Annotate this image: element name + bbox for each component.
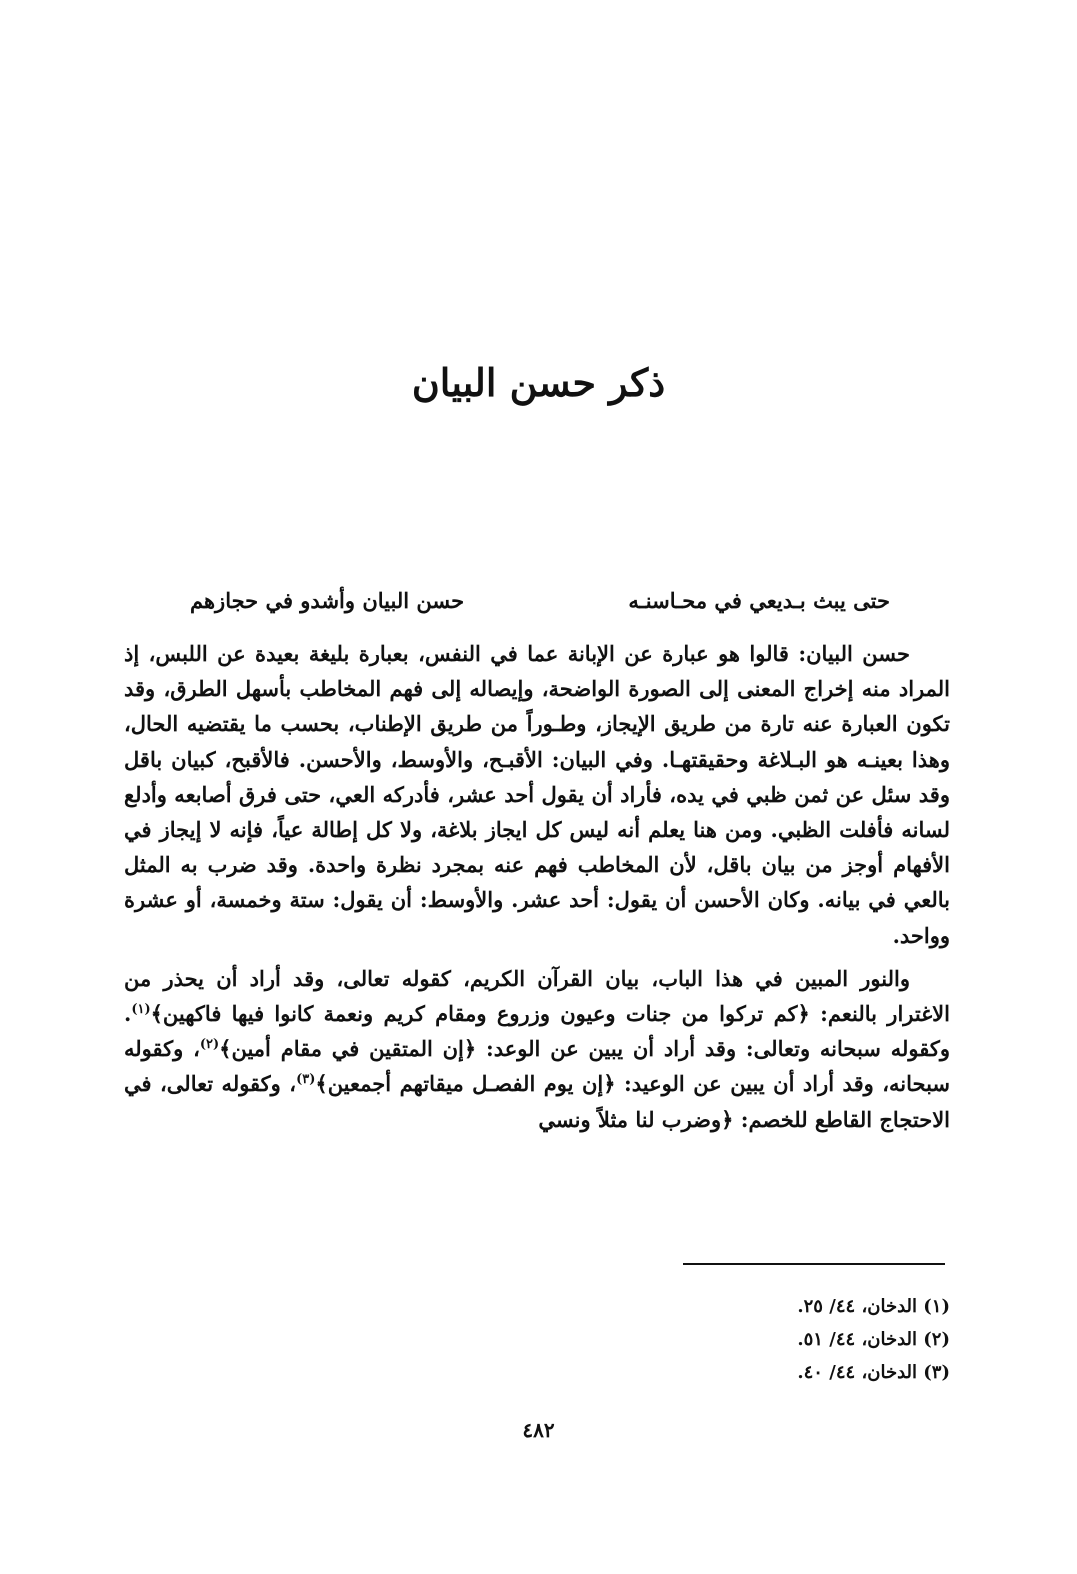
footnote-item: (٣) الدخان، ٤٤/ ٤٠. — [797, 1362, 950, 1383]
footnote-divider — [683, 1263, 945, 1265]
paragraph-text: قالوا هو عبارة عن الإبانة عما في النفس، بعبارة بليغة بعيدة عن اللبس، إذ المراد منه إخراج المعنى إلى الصورة الواضحة، وإيصاله إلى فهم المخاطب بأسهل الطرق، وقد تكون العبارة عنه تارة من طريق الإيجاز، وطـوراً من طريق الإطناب، بحسب ما يقتضيه الحال، وهذا بعينـه هو البـلاغة وحقيقتهـا. وفي البيان: الأقبـح، والأوسط، والأحسن. فالأقبح، كبيان باقل وقد سئل عن ثمن ظبي في يده، فأراد أن يقول أحد عشر، فأدركه العي، حتى فرق أصابعه وأدلع لسانه فأفلت الظبي. ومن هنا يعلم أنه ليس كل ايجاز بلاغة، ولا كل إطالة عياً، فإنه لا إيجاز في الأفهام أوجز من بيان باقل، لأن المخاطب فهم عنه بمجرد نظرة واحدة. وقد ضرب به المثل بالعي في بيانه. وكان الأحسن أن يقول: أحد عشر. والأوسط: أن يقول: ستة وخمسة، أو عشرة وواحد. — [124, 641, 950, 948]
paragraph-text: . وكقوله سبحانه وتعالى: وقد أراد أن يبين عن الوعد: — [124, 1001, 950, 1062]
paragraph-text: ، وكقوله تعالى، في الاحتجاج القاطع للخصم: — [124, 1071, 950, 1132]
footnote-ref: (١) — [131, 1002, 151, 1018]
verse-second-hemistich: حسن البيان وأشدو في حجازهم — [190, 588, 465, 613]
quran-quote: ﴿كم تركوا من جنات وعيون وزروع ومقام كريم ونعمة كانوا فيها فاكهين﴾ — [150, 1001, 810, 1027]
main-text — [124, 636, 950, 1137]
page-number: ٤٨٢ — [522, 1418, 555, 1442]
quran-quote: ﴿إن يوم الفصـل ميقاتهم أجمعين﴾ — [315, 1071, 616, 1097]
chapter-title: ذكر حسن البيان — [411, 360, 666, 405]
footnote-ref: (٢) — [199, 1037, 220, 1053]
paragraph-definition — [124, 636, 950, 953]
quran-quote: ﴿وضرب لنا مثلاً ونسي — [538, 1106, 734, 1132]
footnote-item: (١) الدخان، ٤٤/ ٢٥. — [797, 1296, 950, 1317]
lead-term: حسن البيان: — [798, 641, 910, 666]
paragraph-text: ، وكقوله سبحانه، وقد أراد أن يبين عن الوعيد: — [124, 1036, 951, 1097]
paragraph-quran-examples — [124, 961, 950, 1137]
paragraph-text: والنور المبين في هذا الباب، بيان القرآن الكريم، كقوله تعالى، وقد أراد أن يحذر من الاغترار بالنعم: — [124, 965, 950, 1027]
verse-first-hemistich: حتى يبث بـديعي في محـاسنـه — [628, 588, 890, 613]
quran-quote: ﴿إن المتقين في مقام أمين﴾ — [219, 1036, 477, 1062]
footnotes — [500, 1290, 950, 1389]
footnote-item: (٢) الدخان، ٤٤/ ٥١. — [797, 1329, 950, 1350]
footnote-ref: (٣) — [296, 1072, 316, 1088]
poetry-verse — [190, 588, 890, 613]
